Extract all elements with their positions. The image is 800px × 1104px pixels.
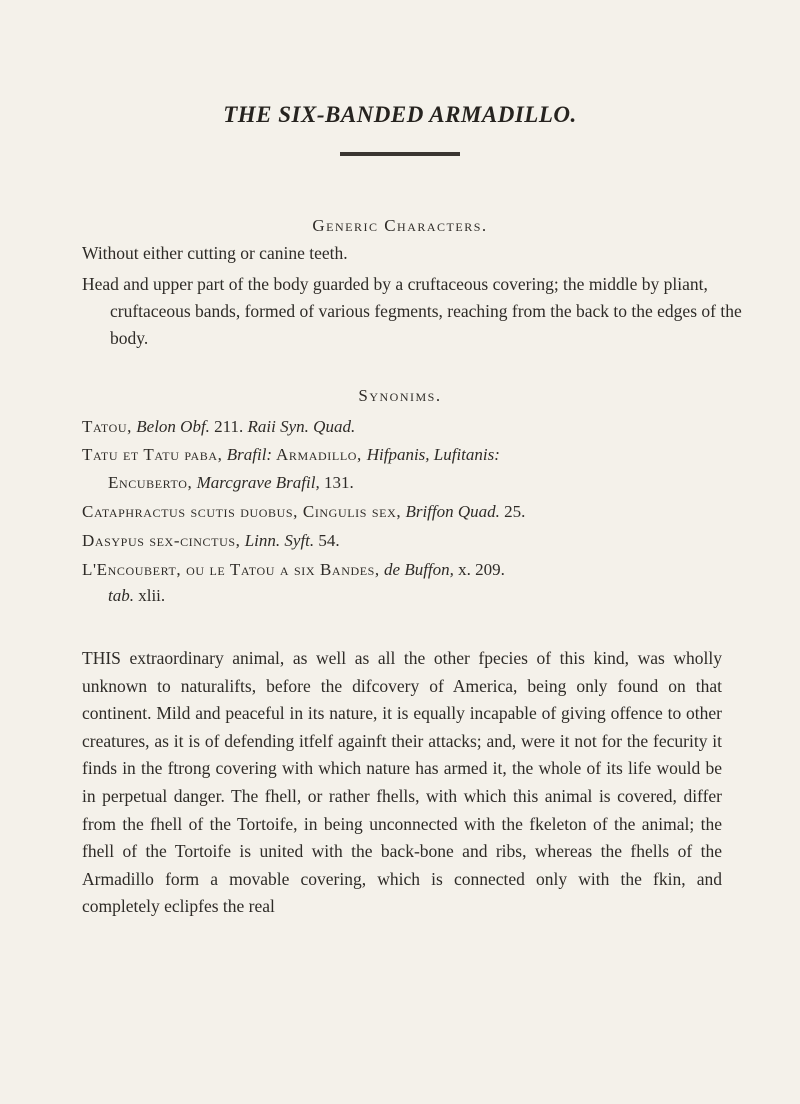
synonym-entry: L'Encoubert, ou le Tatou a six Bandes, de Buffon, x. 209.: [82, 560, 505, 579]
page-title: THE SIX-BANDED ARMADILLO.: [223, 102, 577, 127]
title-divider: [340, 152, 460, 156]
synonym-entry: Tatou, Belon Obf. 211. Raii Syn. Quad.: [82, 417, 356, 436]
synonym-entry: tab. xlii.: [108, 586, 166, 605]
synonym-entry: Dasypus sex-cinctus, Linn. Syft. 54.: [82, 531, 340, 550]
synonym-entry: Encuberto, Marcgrave Brafil, 131.: [108, 473, 354, 492]
synonym-entry: Cataphractus scutis duobus, Cingulis sex, Briffon Quad. 25.: [82, 502, 526, 521]
body-paragraph: THIS extraordinary animal, as well as all the other fpecies of this kind, was wholly unknown to naturalifts, before the difcovery of America, being only found on that continent. Mild and peaceful in its nature, it is equally incapable of giving offence to other creatures, as it is of defending itfelf againft their attacks; and, were it not for the fecurity it finds in the ftrong covering with which nature has armed it, the whole of its life would be in perpetual danger. The fhell, or rather fhells, with which this animal is covered, differ from the fhell of the Tortoife, in being unconnected with the fkeleton of the animal; the fhell of the Tortoife is united with the back-bone and ribs, whereas the fhells of the Armadillo form a movable covering, which is connected only with the fkin, and completely eclipfes the real: [82, 648, 722, 917]
generic-description: Head and upper part of the body guarded by a cruftaceous covering; the middle by pliant, cruftaceous bands, formed of various fegments, reaching from the back to the edges of the body.: [82, 274, 742, 348]
synonyms-heading: Synonims.: [358, 386, 442, 405]
synonym-entry: Tatu et Tatu paba, Brafil: Armadillo, Hifpanis, Lufitanis:: [82, 445, 500, 464]
generic-line-teeth: Without either cutting or canine teeth.: [82, 243, 348, 263]
generic-characters-heading: Generic Characters.: [312, 216, 488, 235]
